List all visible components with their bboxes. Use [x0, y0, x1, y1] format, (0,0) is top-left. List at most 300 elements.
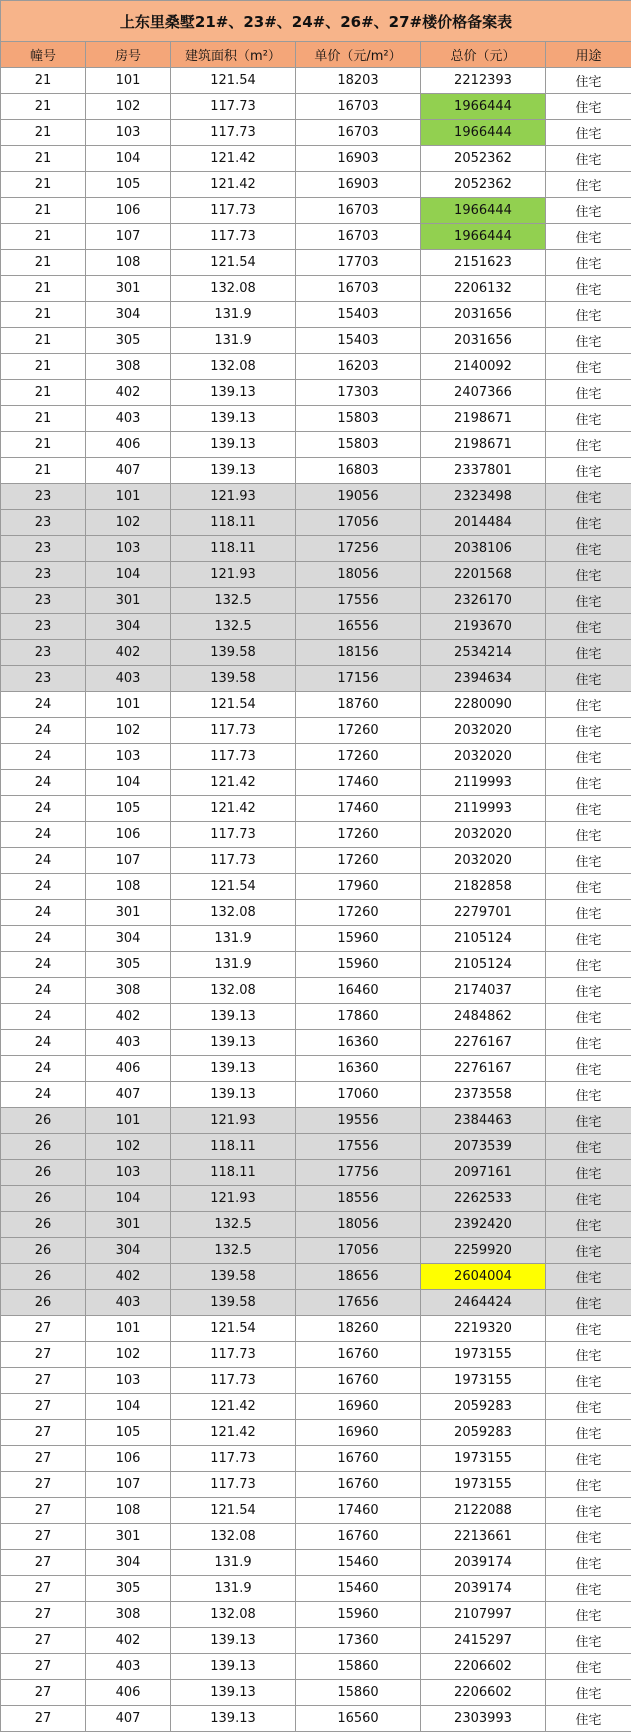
cell-usage: 住宅	[546, 380, 631, 406]
cell-total-price: 2014484	[421, 510, 546, 536]
cell-area: 121.54	[171, 250, 296, 276]
cell-area: 132.5	[171, 588, 296, 614]
cell-building: 27	[1, 1394, 86, 1420]
table-row	[1, 1368, 631, 1394]
cell-building: 27	[1, 1680, 86, 1706]
cell-area: 139.13	[171, 458, 296, 484]
cell-area: 139.13	[171, 432, 296, 458]
table-row	[1, 198, 631, 224]
cell-total-price: 2119993	[421, 770, 546, 796]
cell-area: 139.13	[171, 1082, 296, 1108]
cell-unit-price: 17260	[296, 900, 421, 926]
cell-usage: 住宅	[546, 536, 631, 562]
cell-room: 308	[86, 978, 171, 1004]
cell-unit-price: 16803	[296, 458, 421, 484]
cell-area: 132.08	[171, 900, 296, 926]
cell-room: 305	[86, 1576, 171, 1602]
cell-area: 121.93	[171, 562, 296, 588]
cell-total-price: 2394634	[421, 666, 546, 692]
cell-usage: 住宅	[546, 1472, 631, 1498]
cell-room: 107	[86, 224, 171, 250]
table-row	[1, 614, 631, 640]
cell-usage: 住宅	[546, 1368, 631, 1394]
table-row	[1, 744, 631, 770]
table-row	[1, 1316, 631, 1342]
column-header-building: 幢号	[1, 42, 86, 68]
cell-total-price: 2031656	[421, 302, 546, 328]
cell-unit-price: 16960	[296, 1394, 421, 1420]
cell-total-price: 2052362	[421, 146, 546, 172]
cell-total-price: 2259920	[421, 1238, 546, 1264]
cell-unit-price: 18056	[296, 1212, 421, 1238]
cell-area: 117.73	[171, 1342, 296, 1368]
cell-building: 23	[1, 640, 86, 666]
cell-total-price: 2105124	[421, 926, 546, 952]
cell-room: 304	[86, 302, 171, 328]
cell-area: 118.11	[171, 1160, 296, 1186]
cell-total-price: 2484862	[421, 1004, 546, 1030]
table-row	[1, 276, 631, 302]
cell-building: 21	[1, 302, 86, 328]
cell-building: 24	[1, 926, 86, 952]
cell-usage: 住宅	[546, 978, 631, 1004]
cell-usage: 住宅	[546, 770, 631, 796]
cell-unit-price: 17860	[296, 1004, 421, 1030]
cell-total-price: 2198671	[421, 406, 546, 432]
cell-usage: 住宅	[546, 614, 631, 640]
table-row	[1, 1238, 631, 1264]
cell-unit-price: 16903	[296, 172, 421, 198]
cell-building: 21	[1, 224, 86, 250]
cell-usage: 住宅	[546, 1550, 631, 1576]
cell-room: 403	[86, 1290, 171, 1316]
cell-usage: 住宅	[546, 1186, 631, 1212]
cell-area: 132.08	[171, 978, 296, 1004]
cell-area: 117.73	[171, 120, 296, 146]
cell-total-price: 2105124	[421, 952, 546, 978]
cell-usage: 住宅	[546, 224, 631, 250]
table-row	[1, 432, 631, 458]
table-row	[1, 1524, 631, 1550]
cell-usage: 住宅	[546, 354, 631, 380]
cell-unit-price: 17303	[296, 380, 421, 406]
cell-total-price: 2212393	[421, 68, 546, 94]
cell-building: 21	[1, 354, 86, 380]
cell-total-price: 2039174	[421, 1550, 546, 1576]
cell-usage: 住宅	[546, 952, 631, 978]
table-row	[1, 172, 631, 198]
cell-total-price: 2213661	[421, 1524, 546, 1550]
cell-room: 105	[86, 796, 171, 822]
cell-building: 27	[1, 1706, 86, 1732]
cell-room: 406	[86, 1056, 171, 1082]
cell-building: 23	[1, 510, 86, 536]
cell-total-price: 1966444	[421, 94, 546, 120]
cell-room: 108	[86, 874, 171, 900]
cell-building: 26	[1, 1186, 86, 1212]
table-row	[1, 224, 631, 250]
table-row	[1, 1134, 631, 1160]
cell-room: 402	[86, 1004, 171, 1030]
cell-usage: 住宅	[546, 1446, 631, 1472]
cell-area: 139.13	[171, 1680, 296, 1706]
cell-usage: 住宅	[546, 250, 631, 276]
table-row	[1, 510, 631, 536]
cell-usage: 住宅	[546, 796, 631, 822]
cell-area: 117.73	[171, 744, 296, 770]
cell-area: 117.73	[171, 224, 296, 250]
cell-total-price: 2384463	[421, 1108, 546, 1134]
cell-building: 23	[1, 562, 86, 588]
table-row	[1, 1420, 631, 1446]
cell-total-price: 1966444	[421, 224, 546, 250]
cell-building: 21	[1, 432, 86, 458]
cell-total-price: 2337801	[421, 458, 546, 484]
table-row	[1, 1160, 631, 1186]
cell-room: 407	[86, 458, 171, 484]
cell-unit-price: 17260	[296, 848, 421, 874]
cell-area: 118.11	[171, 1134, 296, 1160]
cell-unit-price: 16760	[296, 1368, 421, 1394]
table-row	[1, 1680, 631, 1706]
cell-room: 301	[86, 1212, 171, 1238]
cell-area: 121.93	[171, 484, 296, 510]
column-header-area: 建筑面积（m²）	[171, 42, 296, 68]
cell-room: 403	[86, 666, 171, 692]
cell-building: 21	[1, 328, 86, 354]
cell-total-price: 2201568	[421, 562, 546, 588]
cell-building: 21	[1, 458, 86, 484]
cell-unit-price: 15460	[296, 1576, 421, 1602]
table-row	[1, 874, 631, 900]
cell-area: 132.5	[171, 614, 296, 640]
table-row	[1, 1654, 631, 1680]
table-row	[1, 926, 631, 952]
table-row	[1, 822, 631, 848]
cell-total-price: 2193670	[421, 614, 546, 640]
cell-area: 139.58	[171, 1290, 296, 1316]
cell-room: 101	[86, 1316, 171, 1342]
cell-usage: 住宅	[546, 510, 631, 536]
cell-unit-price: 19056	[296, 484, 421, 510]
cell-room: 304	[86, 614, 171, 640]
cell-building: 27	[1, 1368, 86, 1394]
cell-area: 131.9	[171, 926, 296, 952]
cell-usage: 住宅	[546, 1628, 631, 1654]
cell-area: 121.54	[171, 1498, 296, 1524]
cell-building: 24	[1, 718, 86, 744]
cell-area: 121.54	[171, 874, 296, 900]
cell-area: 132.08	[171, 1602, 296, 1628]
cell-room: 107	[86, 1472, 171, 1498]
cell-unit-price: 15860	[296, 1654, 421, 1680]
cell-room: 403	[86, 406, 171, 432]
cell-room: 305	[86, 952, 171, 978]
cell-area: 121.93	[171, 1108, 296, 1134]
cell-unit-price: 15803	[296, 432, 421, 458]
cell-total-price: 2262533	[421, 1186, 546, 1212]
cell-building: 24	[1, 770, 86, 796]
table-row	[1, 458, 631, 484]
cell-total-price: 1966444	[421, 198, 546, 224]
cell-usage: 住宅	[546, 1212, 631, 1238]
cell-building: 27	[1, 1602, 86, 1628]
cell-building: 26	[1, 1134, 86, 1160]
cell-building: 24	[1, 692, 86, 718]
cell-room: 102	[86, 94, 171, 120]
cell-area: 139.13	[171, 380, 296, 406]
cell-building: 26	[1, 1212, 86, 1238]
cell-building: 21	[1, 120, 86, 146]
cell-unit-price: 18203	[296, 68, 421, 94]
cell-area: 121.42	[171, 146, 296, 172]
table-row	[1, 1186, 631, 1212]
cell-room: 104	[86, 1394, 171, 1420]
cell-room: 105	[86, 172, 171, 198]
table-row	[1, 562, 631, 588]
table-row	[1, 1446, 631, 1472]
cell-total-price: 2151623	[421, 250, 546, 276]
cell-unit-price: 16760	[296, 1446, 421, 1472]
cell-unit-price: 16360	[296, 1056, 421, 1082]
cell-total-price: 2415297	[421, 1628, 546, 1654]
cell-unit-price: 16203	[296, 354, 421, 380]
table-row	[1, 94, 631, 120]
table-row	[1, 380, 631, 406]
table-row	[1, 1394, 631, 1420]
cell-usage: 住宅	[546, 68, 631, 94]
cell-usage: 住宅	[546, 1680, 631, 1706]
cell-usage: 住宅	[546, 1524, 631, 1550]
table-row	[1, 406, 631, 432]
cell-area: 117.73	[171, 94, 296, 120]
cell-room: 104	[86, 562, 171, 588]
cell-area: 121.54	[171, 692, 296, 718]
cell-total-price: 2276167	[421, 1030, 546, 1056]
cell-area: 131.9	[171, 302, 296, 328]
cell-unit-price: 15960	[296, 926, 421, 952]
cell-total-price: 2464424	[421, 1290, 546, 1316]
cell-unit-price: 17960	[296, 874, 421, 900]
table-row	[1, 1290, 631, 1316]
cell-total-price: 2276167	[421, 1056, 546, 1082]
cell-area: 121.54	[171, 1316, 296, 1342]
cell-usage: 住宅	[546, 1602, 631, 1628]
cell-area: 121.42	[171, 1420, 296, 1446]
cell-building: 24	[1, 744, 86, 770]
cell-total-price: 2052362	[421, 172, 546, 198]
cell-unit-price: 17256	[296, 536, 421, 562]
cell-area: 132.5	[171, 1212, 296, 1238]
cell-unit-price: 15403	[296, 302, 421, 328]
cell-total-price: 2407366	[421, 380, 546, 406]
cell-building: 24	[1, 874, 86, 900]
cell-total-price: 2604004	[421, 1264, 546, 1290]
cell-unit-price: 18556	[296, 1186, 421, 1212]
cell-building: 26	[1, 1238, 86, 1264]
cell-total-price: 2206602	[421, 1680, 546, 1706]
cell-usage: 住宅	[546, 458, 631, 484]
table-row	[1, 1576, 631, 1602]
cell-unit-price: 15460	[296, 1550, 421, 1576]
cell-area: 121.42	[171, 1394, 296, 1420]
column-header-room: 房号	[86, 42, 171, 68]
cell-unit-price: 16903	[296, 146, 421, 172]
cell-building: 24	[1, 978, 86, 1004]
cell-usage: 住宅	[546, 1264, 631, 1290]
cell-usage: 住宅	[546, 562, 631, 588]
cell-usage: 住宅	[546, 1706, 631, 1732]
cell-total-price: 2038106	[421, 536, 546, 562]
cell-usage: 住宅	[546, 848, 631, 874]
cell-building: 26	[1, 1160, 86, 1186]
cell-total-price: 2140092	[421, 354, 546, 380]
cell-area: 121.42	[171, 770, 296, 796]
cell-usage: 住宅	[546, 1290, 631, 1316]
cell-room: 301	[86, 276, 171, 302]
table-row	[1, 1602, 631, 1628]
cell-total-price: 2323498	[421, 484, 546, 510]
cell-area: 121.42	[171, 172, 296, 198]
cell-building: 27	[1, 1550, 86, 1576]
cell-unit-price: 19556	[296, 1108, 421, 1134]
cell-room: 102	[86, 1342, 171, 1368]
table-body	[1, 68, 631, 1732]
cell-total-price: 2219320	[421, 1316, 546, 1342]
cell-total-price: 2107997	[421, 1602, 546, 1628]
cell-building: 21	[1, 406, 86, 432]
cell-unit-price: 15960	[296, 952, 421, 978]
cell-unit-price: 17260	[296, 822, 421, 848]
cell-area: 139.13	[171, 406, 296, 432]
table-row	[1, 250, 631, 276]
cell-total-price: 2097161	[421, 1160, 546, 1186]
cell-room: 104	[86, 146, 171, 172]
cell-room: 107	[86, 848, 171, 874]
cell-usage: 住宅	[546, 198, 631, 224]
cell-total-price: 2279701	[421, 900, 546, 926]
cell-building: 27	[1, 1524, 86, 1550]
cell-area: 139.58	[171, 1264, 296, 1290]
cell-unit-price: 16703	[296, 198, 421, 224]
cell-total-price: 1973155	[421, 1368, 546, 1394]
cell-unit-price: 16960	[296, 1420, 421, 1446]
table-row	[1, 718, 631, 744]
cell-area: 139.58	[171, 640, 296, 666]
cell-unit-price: 17056	[296, 1238, 421, 1264]
cell-building: 26	[1, 1108, 86, 1134]
cell-building: 23	[1, 588, 86, 614]
cell-room: 304	[86, 1238, 171, 1264]
cell-building: 27	[1, 1576, 86, 1602]
cell-unit-price: 17703	[296, 250, 421, 276]
cell-total-price: 2059283	[421, 1420, 546, 1446]
cell-usage: 住宅	[546, 1342, 631, 1368]
table-row	[1, 900, 631, 926]
cell-building: 24	[1, 952, 86, 978]
cell-building: 23	[1, 536, 86, 562]
cell-building: 26	[1, 1290, 86, 1316]
cell-usage: 住宅	[546, 328, 631, 354]
cell-room: 402	[86, 1264, 171, 1290]
table-row	[1, 640, 631, 666]
cell-building: 21	[1, 94, 86, 120]
cell-room: 106	[86, 198, 171, 224]
cell-usage: 住宅	[546, 146, 631, 172]
table-row	[1, 1004, 631, 1030]
cell-unit-price: 18056	[296, 562, 421, 588]
cell-unit-price: 18156	[296, 640, 421, 666]
cell-unit-price: 15960	[296, 1602, 421, 1628]
table-row	[1, 1108, 631, 1134]
cell-total-price: 2206132	[421, 276, 546, 302]
cell-usage: 住宅	[546, 406, 631, 432]
cell-total-price: 2059283	[421, 1394, 546, 1420]
cell-total-price: 2206602	[421, 1654, 546, 1680]
cell-usage: 住宅	[546, 276, 631, 302]
cell-room: 101	[86, 484, 171, 510]
cell-room: 103	[86, 744, 171, 770]
table-row	[1, 1342, 631, 1368]
cell-total-price: 2182858	[421, 874, 546, 900]
cell-unit-price: 17156	[296, 666, 421, 692]
cell-building: 21	[1, 146, 86, 172]
cell-room: 402	[86, 380, 171, 406]
cell-total-price: 1966444	[421, 120, 546, 146]
table-row	[1, 328, 631, 354]
cell-building: 27	[1, 1472, 86, 1498]
cell-usage: 住宅	[546, 666, 631, 692]
cell-building: 27	[1, 1342, 86, 1368]
cell-room: 402	[86, 640, 171, 666]
cell-unit-price: 17260	[296, 718, 421, 744]
cell-room: 406	[86, 432, 171, 458]
cell-total-price: 2073539	[421, 1134, 546, 1160]
cell-usage: 住宅	[546, 1056, 631, 1082]
cell-usage: 住宅	[546, 640, 631, 666]
table-row	[1, 796, 631, 822]
table-row	[1, 1472, 631, 1498]
cell-usage: 住宅	[546, 1108, 631, 1134]
cell-building: 27	[1, 1316, 86, 1342]
cell-total-price: 2039174	[421, 1576, 546, 1602]
cell-room: 106	[86, 822, 171, 848]
cell-total-price: 2031656	[421, 328, 546, 354]
cell-usage: 住宅	[546, 744, 631, 770]
cell-room: 105	[86, 1420, 171, 1446]
cell-unit-price: 17756	[296, 1160, 421, 1186]
cell-total-price: 2119993	[421, 796, 546, 822]
cell-area: 121.42	[171, 796, 296, 822]
cell-building: 24	[1, 796, 86, 822]
cell-building: 23	[1, 484, 86, 510]
cell-unit-price: 17360	[296, 1628, 421, 1654]
cell-unit-price: 17460	[296, 770, 421, 796]
cell-room: 308	[86, 1602, 171, 1628]
column-header-row	[1, 42, 631, 68]
cell-room: 305	[86, 328, 171, 354]
cell-total-price: 2326170	[421, 588, 546, 614]
cell-building: 23	[1, 614, 86, 640]
cell-area: 139.13	[171, 1706, 296, 1732]
cell-area: 132.5	[171, 1238, 296, 1264]
cell-unit-price: 16360	[296, 1030, 421, 1056]
table-row	[1, 588, 631, 614]
table-row	[1, 146, 631, 172]
cell-unit-price: 17460	[296, 1498, 421, 1524]
cell-usage: 住宅	[546, 822, 631, 848]
cell-room: 301	[86, 588, 171, 614]
